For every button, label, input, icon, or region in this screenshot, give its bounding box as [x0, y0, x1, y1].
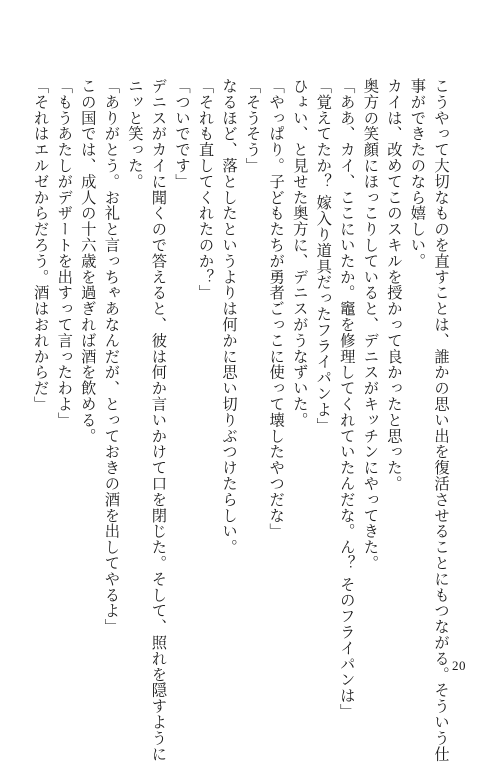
text-line: この国では、成人の十六歳を過ぎれば酒を飲める。 — [78, 78, 97, 444]
text-line: カイは、改めてこのスキルを授かって良かったと思った。 — [384, 78, 403, 492]
text-line: 「ありがとう。お礼と言っちゃあなんだが、とっておきの酒を出してやるよ」 — [102, 78, 121, 635]
text-line: 奥方の笑顔にほっこりしていると、デニスがキッチンにやってきた。 — [361, 78, 380, 571]
page-number: 20 — [452, 658, 466, 673]
text-line: 「そうそう」 — [243, 78, 262, 174]
text-line: 「ついでです」 — [172, 78, 191, 190]
text-line: 「それはエルゼからだろう。酒はおれからだ」 — [31, 78, 50, 412]
text-line: ニッと笑った。 — [125, 78, 144, 190]
text-line: ひょい、と見せた奥方に、デニスがうなずいた。 — [290, 78, 309, 428]
text-line: 「やっぱり。子どもたちが勇者ごっこに使って壊したやつだな」 — [267, 78, 286, 540]
text-line: こうやって大切なものを直すことは、誰かの思い出を復活させることにもつながる。そういう仕 — [432, 78, 450, 762]
text-line: デニスがカイに聞くので答えると、彼は何か言いかけて口を閉じた。そして、照れを隠すように — [149, 78, 168, 762]
text-line: なるほど、落としたというよりは何かに思い切りぶつけたらしい。 — [220, 78, 239, 555]
body-text — [28, 78, 452, 762]
text-line: 事ができたのなら嬉しい。 — [408, 78, 427, 269]
text-line: 「ああ、カイ、ここにいたか。竈を修理してくれていたんだな。ん？ そのフライパンは」 — [337, 78, 356, 720]
text-line: 「覚えてたか？ 嫁入り道具だったフライパンよ」 — [314, 78, 333, 434]
text-line: 「それも直してくれたのか？」 — [196, 78, 215, 301]
text-line: 「もうあたしがデザートを出すって言ったわよ」 — [55, 78, 74, 428]
